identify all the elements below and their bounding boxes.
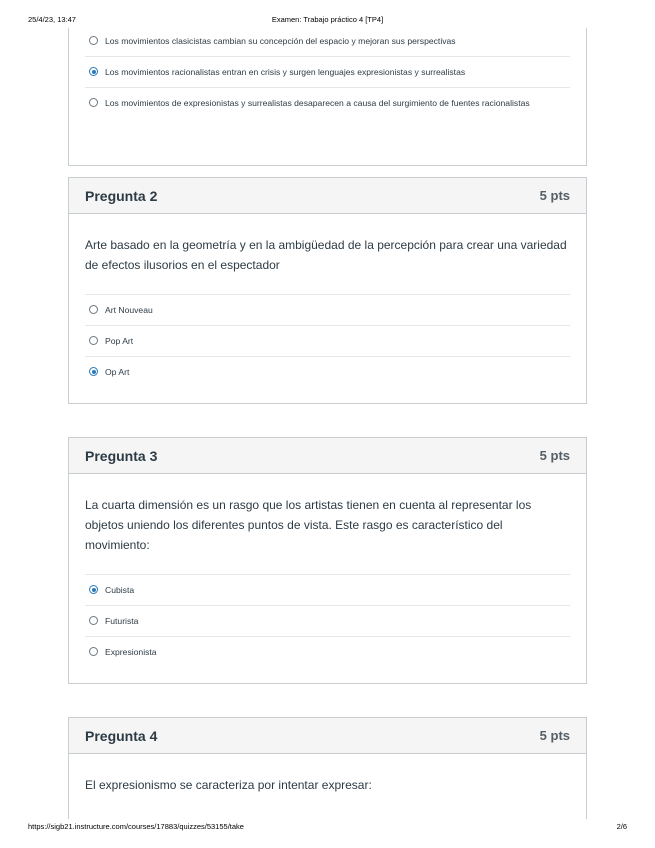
question-text: El expresionismo se caracteriza por intentar expresar: <box>85 778 372 792</box>
radio-button[interactable] <box>89 305 98 314</box>
answer-option[interactable] <box>85 88 570 118</box>
answer-option[interactable] <box>85 295 570 326</box>
answer-label: Cubista <box>105 585 135 595</box>
radio-button[interactable] <box>89 36 98 45</box>
answer-option[interactable] <box>85 606 570 637</box>
question-header <box>69 718 586 754</box>
radio-button[interactable] <box>89 98 98 107</box>
answer-label: Los movimientos clasicistas cambian su concepción del espacio y mejoran sus perspectivas <box>105 36 456 46</box>
print-header <box>28 15 627 27</box>
answer-label: Op Art <box>105 367 130 377</box>
radio-button-selected[interactable] <box>89 585 98 594</box>
question-header <box>69 178 586 214</box>
radio-button[interactable] <box>89 616 98 625</box>
answer-label: Pop Art <box>105 336 134 346</box>
question-2-card <box>68 177 587 404</box>
print-footer <box>28 822 627 834</box>
answer-label: Futurista <box>105 616 139 626</box>
answer-option[interactable] <box>85 575 570 606</box>
question-header <box>69 438 586 474</box>
question-text: Arte basado en la geometría y en la ambigüedad de la percepción para crear una variedad de efectos ilusorios en el espectador <box>85 214 570 295</box>
print-url: https://sigb21.instructure.com/courses/17883/quizzes/53155/take <box>28 822 244 831</box>
question-title: Pregunta 3 <box>85 447 158 464</box>
question-title: Pregunta 2 <box>85 187 158 204</box>
question-title: Pregunta 4 <box>85 727 158 744</box>
radio-button-selected[interactable] <box>89 67 98 76</box>
print-date: 25/4/23, 13:47 <box>28 15 76 24</box>
print-title: Examen: Trabajo práctico 4 [TP4] <box>271 15 384 24</box>
answer-option[interactable] <box>85 57 570 88</box>
answer-label: Los movimientos de expresionistas y surrealistas desaparecen a causa del surgimiento de fuentes racionalistas <box>105 98 530 108</box>
question-text: La cuarta dimensión es un rasgo que los artistas tienen en cuenta al representar los objetos uniendo los diferentes puntos de vista. Este rasgo es característico del movimiento: <box>85 474 570 575</box>
question-points: 5 pts <box>539 728 570 743</box>
radio-button[interactable] <box>89 336 98 345</box>
answer-label: Expresionista <box>105 647 157 657</box>
answer-option[interactable] <box>85 28 570 57</box>
question-points: 5 pts <box>539 188 570 203</box>
radio-button-selected[interactable] <box>89 367 98 376</box>
answer-label: Los movimientos racionalistas entran en crisis y surgen lenguajes expresionistas y surrealistas <box>105 67 466 77</box>
answer-option[interactable] <box>85 637 570 667</box>
question-3-card <box>68 437 587 684</box>
answer-option[interactable] <box>85 357 570 387</box>
question-1-answers <box>69 28 586 118</box>
question-1-card <box>68 28 587 166</box>
answer-option[interactable] <box>85 326 570 357</box>
question-4-card <box>68 717 587 819</box>
radio-button[interactable] <box>89 647 98 656</box>
page-number: 2/6 <box>616 822 627 831</box>
answer-label: Art Nouveau <box>105 305 153 315</box>
question-points: 5 pts <box>539 448 570 463</box>
